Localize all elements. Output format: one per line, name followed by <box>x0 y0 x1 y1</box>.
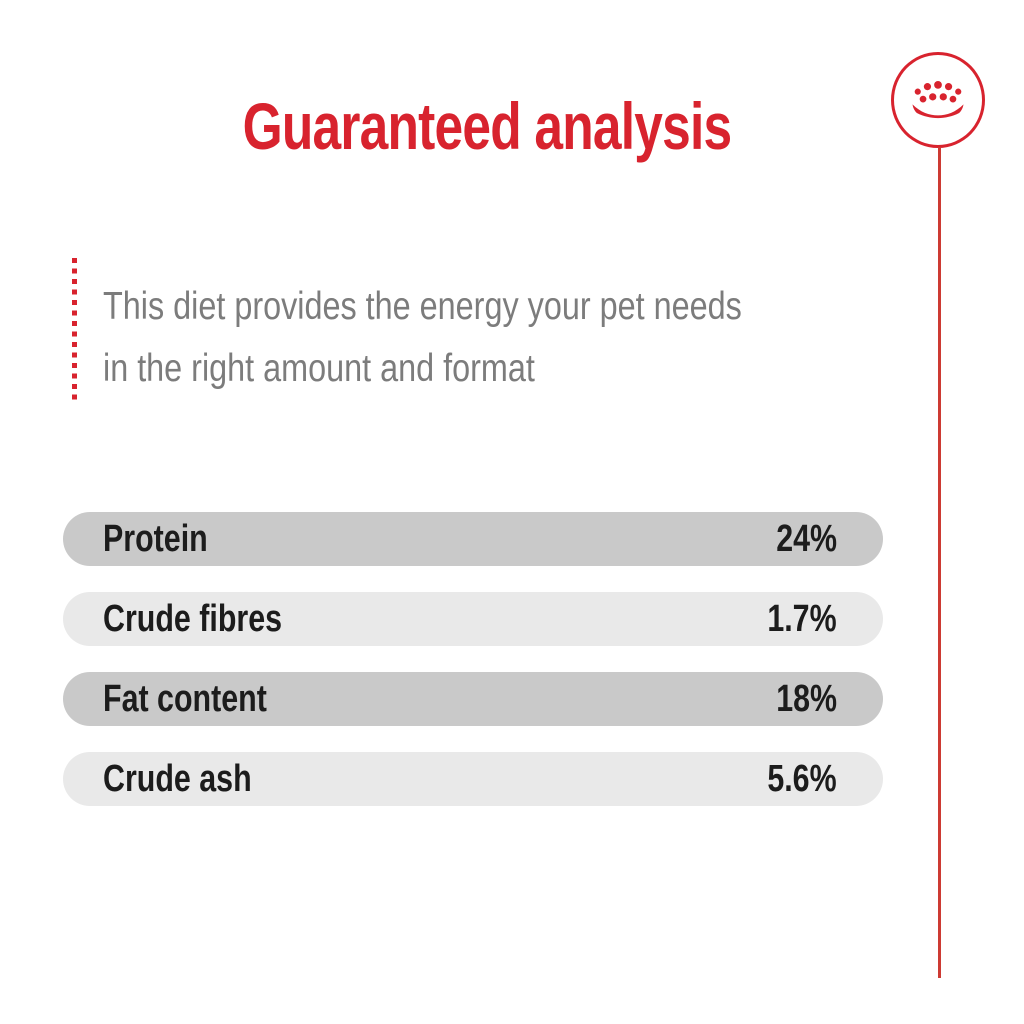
row-label: Protein <box>103 517 208 560</box>
row-value: 18% <box>776 677 837 720</box>
table-row-protein <box>63 512 883 566</box>
vertical-accent-line <box>938 147 941 978</box>
royal-canin-crown-icon <box>894 55 982 145</box>
table-row-fat-content <box>63 672 883 726</box>
intro-text <box>103 276 742 400</box>
row-value: 24% <box>776 517 837 560</box>
row-label: Crude ash <box>103 757 252 800</box>
dotted-accent-line <box>72 258 77 405</box>
page-title: Guaranteed analysis <box>242 89 732 163</box>
brand-logo-badge <box>891 52 985 148</box>
table-row-crude-ash <box>63 752 883 806</box>
analysis-table <box>63 512 883 832</box>
intro-text-line2: in the right amount and format <box>103 347 535 390</box>
row-value: 1.7% <box>767 597 837 640</box>
row-label: Crude fibres <box>103 597 283 640</box>
intro-text-line1: This diet provides the energy your pet needs <box>103 285 742 328</box>
table-row-crude-fibres <box>63 592 883 646</box>
row-label: Fat content <box>103 677 267 720</box>
row-value: 5.6% <box>767 757 837 800</box>
